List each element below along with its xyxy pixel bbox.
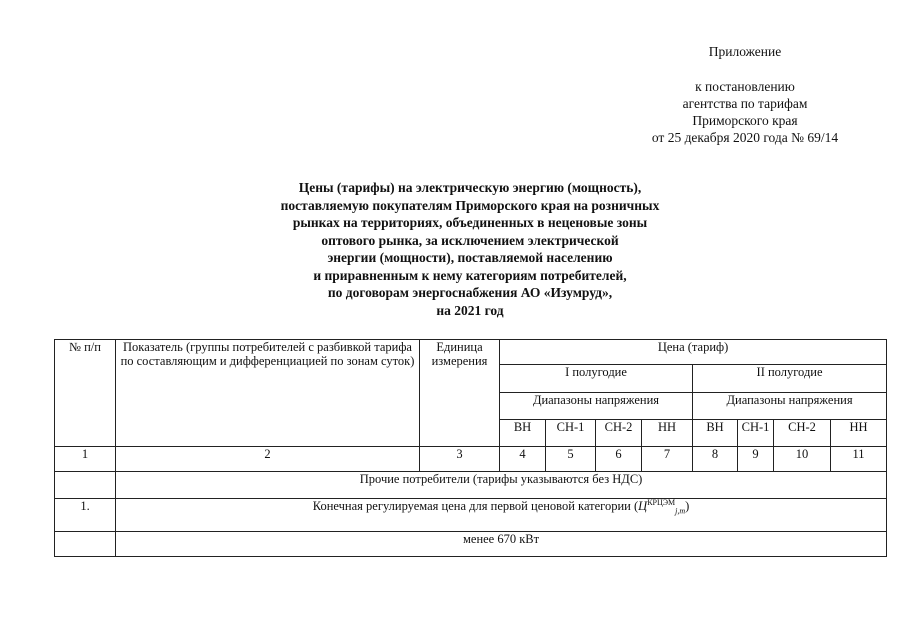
voltage-cell: НН: [831, 420, 887, 447]
column-number: 10: [774, 447, 831, 472]
appendix-block: [580, 43, 905, 146]
header-half-1: I полугодие: [500, 365, 693, 393]
row-label-power: менее 670 кВт: [116, 532, 887, 557]
voltage-cell: СН-1: [738, 420, 774, 447]
voltage-cell: НН: [642, 420, 693, 447]
row-text: Конечная регулируемая цена для первой ценовой категории (: [312, 499, 639, 513]
header-half-2: II полугодие: [693, 365, 887, 393]
heading-line: рынках на территориях, объединенных в неценовые зоны: [292, 215, 648, 230]
header-price: Цена (тариф): [500, 340, 887, 365]
price-symbol-superscript: КРЦЭМ: [647, 498, 676, 507]
appendix-title: Приложение: [708, 44, 782, 59]
heading-line: на 2021 год: [436, 302, 504, 318]
header-voltage-ranges-1: Диапазоны напряжения: [500, 393, 693, 420]
document-heading: [200, 179, 740, 319]
voltage-cell: СН-1: [546, 420, 596, 447]
column-number: 3: [420, 447, 500, 472]
column-number: 8: [693, 447, 738, 472]
header-unit: Единица измерения: [420, 340, 500, 447]
column-number: 9: [738, 447, 774, 472]
column-number: 1: [55, 447, 116, 472]
voltage-cell: СН-2: [596, 420, 642, 447]
column-number: 4: [500, 447, 546, 472]
appendix-line: от 25 декабря 2020 года № 69/14: [651, 130, 839, 145]
voltage-cell: СН-2: [774, 420, 831, 447]
row-text-close: ): [685, 499, 690, 513]
section-num-cell: [55, 472, 116, 499]
heading-line: оптового рынка, за исключением электрической: [321, 232, 619, 248]
header-voltage-ranges-2: Диапазоны напряжения: [693, 393, 887, 420]
column-number: 6: [596, 447, 642, 472]
tariff-table: [54, 339, 887, 557]
appendix-line: к постановлению: [695, 79, 795, 94]
price-symbol-subscript: j,m: [675, 506, 686, 516]
heading-line: по договорам энергоснабжения АО «Изумруд»,: [327, 285, 613, 300]
header-num: № п/п: [55, 340, 116, 447]
column-number: 5: [546, 447, 596, 472]
price-symbol: Ц: [638, 499, 648, 513]
heading-line: поставляемую покупателям Приморского края на розничных: [280, 197, 660, 213]
column-number: 2: [116, 447, 420, 472]
header-indicator: Показатель (группы потребителей с разбивкой тарифа по составляющим и дифференциацией по зонам суток): [116, 340, 420, 447]
heading-line: Цены (тарифы) на электрическую энергию (мощность),: [298, 180, 642, 195]
section-title: Прочие потребители (тарифы указываются без НДС): [116, 472, 887, 499]
row-label-final-price: [116, 499, 887, 532]
voltage-cell: ВН: [693, 420, 738, 447]
appendix-line: Приморского края: [692, 113, 798, 128]
column-number: 11: [831, 447, 887, 472]
heading-line: энергии (мощности), поставляемой населению: [327, 250, 613, 265]
column-number: 7: [642, 447, 693, 472]
heading-line: и приравненным к нему категориям потребителей,: [313, 267, 627, 283]
appendix-line: агентства по тарифам: [682, 96, 808, 111]
row-number: 1.: [55, 499, 116, 532]
row-number-empty: [55, 532, 116, 557]
voltage-cell: ВН: [500, 420, 546, 447]
